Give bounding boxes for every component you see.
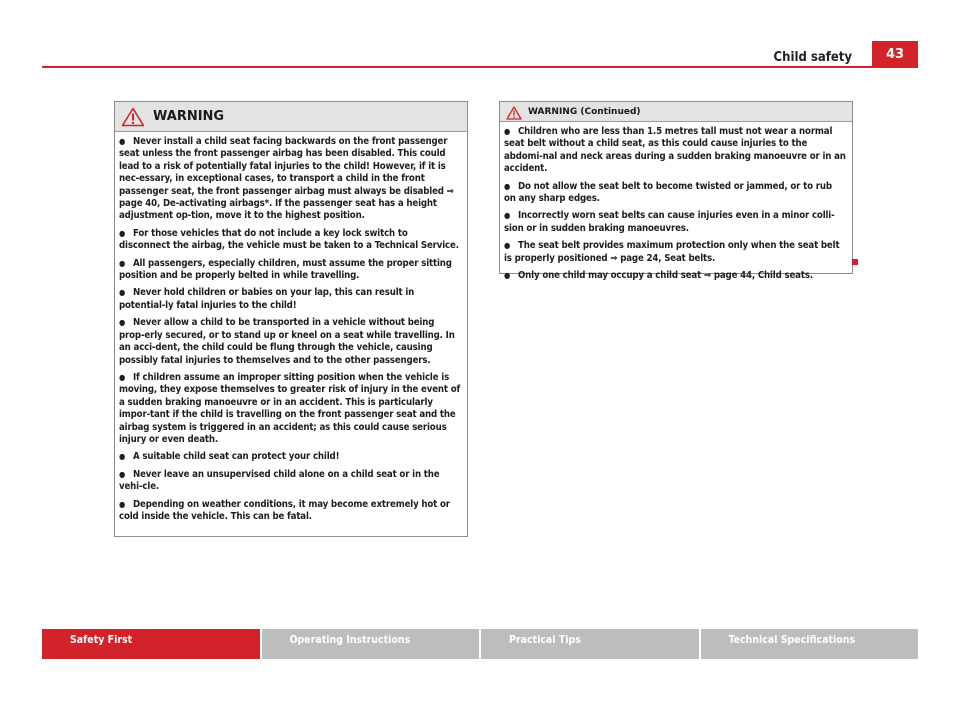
page-number: 43: [872, 41, 918, 68]
warning-triangle-icon: [506, 105, 522, 119]
warning-item: [119, 258, 461, 283]
bullet-marker: ●: [119, 228, 126, 238]
warning-box-right: [499, 101, 853, 282]
footer-tab-technical-specifications[interactable]: Technical Specifications: [701, 629, 919, 659]
bullet-marker: ●: [119, 452, 126, 462]
footer-tab-operating-instructions[interactable]: Operating Instructions: [262, 629, 480, 659]
warning-item: [119, 317, 461, 367]
bullet-marker: ●: [504, 241, 511, 251]
warning-header: [115, 102, 467, 132]
warning-item: [504, 210, 846, 235]
bullet-marker: ●: [119, 318, 126, 328]
bullet-marker: ●: [119, 469, 126, 479]
bullet-marker: ●: [119, 137, 126, 146]
warning-item: [119, 228, 461, 253]
header-section-title: Child safety: [773, 50, 852, 65]
warning-item: [504, 126, 846, 176]
bullet-marker: ●: [119, 372, 126, 382]
warning-box-left: [114, 101, 468, 537]
warning-item: [119, 499, 461, 524]
warning-item: [504, 270, 846, 282]
warning-item-text: A suitable child seat can protect your child!: [133, 451, 340, 463]
warning-item-text: All passengers, especially children, must assume the proper sitting position and be properly belted in while travelling.: [119, 257, 452, 282]
warning-item-text: Never hold children or babies on your lap, this can result in potential-ly fatal injuries to the child!: [119, 287, 415, 311]
warning-item: [504, 240, 846, 265]
footer-tab-safety-first[interactable]: Safety First: [42, 629, 260, 659]
warning-item: [119, 372, 461, 446]
bullet-marker: ●: [119, 499, 126, 509]
warning-item: [504, 181, 846, 206]
warning-item-text: Only one child may occupy a child seat ⇒ page 44, Child seats.: [518, 270, 813, 282]
bullet-marker: ●: [504, 127, 511, 136]
warning-item-text: If children assume an improper sitting position when the vehicle is moving, they expose themselves to greater risk of injury in the event of a sudden braking manoeuvre or in an accident. This is particularly impor-tant if the child is travelling on the front passenger seat and the airbag system is triggered in an accident; as this could cause serious injury or even death.: [119, 371, 461, 445]
warning-body: [115, 132, 467, 523]
warning-title-continued: WARNING (Continued): [528, 106, 641, 117]
warning-item-text: The seat belt provides maximum protection only when the seat belt is properly positioned ⇒ page 24, Seat belts.: [504, 240, 840, 264]
warning-item-text: Depending on weather conditions, it may become extremely hot or cold inside the vehicle. This can be fatal.: [119, 498, 450, 522]
warning-item-text: For those vehicles that do not include a key lock switch to disconnect the airbag, the vehicle must be taken to a Technical Service.: [119, 227, 459, 252]
warning-item: [119, 287, 461, 312]
header-rule: [42, 66, 918, 68]
warning-item-text: Incorrectly worn seat belts can cause injuries even in a minor colli-sion or in sudden braking manoeuvres.: [504, 210, 835, 234]
footer-tab-practical-tips[interactable]: Practical Tips: [481, 629, 699, 659]
warning-item-text: Never install a child seat facing backwards on the front passenger seat unless the front passenger airbag has been disabled. This could lead to a risk of potentially fatal injuries to the child! However, if it is nec-essary, in exceptional cases, to transport a child in the front passenger seat, the front passenger airbag must always be disabled ⇒ page 40, De-activating airbags*. If the passenger seat has a height adjustment op-tion, move it to the highest position.: [119, 136, 454, 222]
bullet-marker: ●: [119, 288, 126, 298]
footer-nav: [42, 629, 918, 659]
bullet-marker: ●: [504, 181, 511, 191]
warning-item: [119, 136, 461, 223]
warning-item-text: Never leave an unsupervised child alone on a child seat or in the vehi-cle.: [119, 468, 440, 493]
end-of-section-mark: [852, 259, 858, 265]
warning-item: [119, 469, 461, 494]
bullet-marker: ●: [119, 258, 126, 268]
warning-title: WARNING: [153, 109, 225, 124]
warning-item-text: Do not allow the seat belt to become twisted or jammed, or to rub on any sharp edges.: [504, 180, 832, 205]
bullet-marker: ●: [504, 211, 511, 221]
warning-triangle-icon: [121, 107, 145, 127]
warning-item: [119, 451, 461, 463]
warning-header-continued: [500, 102, 852, 122]
warning-body-continued: [500, 122, 852, 282]
warning-item-text: Children who are less than 1.5 metres tall must not wear a normal seat belt without a child seat, as this could cause injuries to the abdomi-nal and neck areas during a sudden braking manoeuvre or in an accident.: [504, 126, 846, 175]
warning-item-text: Never allow a child to be transported in a vehicle without being prop-erly secured, or to stand up or kneel on a seat while travelling. In an acci-dent, the child could be flung through the vehicle, causing possibly fatal injuries to themselves and to the other passengers.: [119, 317, 455, 366]
bullet-marker: ●: [504, 271, 511, 281]
